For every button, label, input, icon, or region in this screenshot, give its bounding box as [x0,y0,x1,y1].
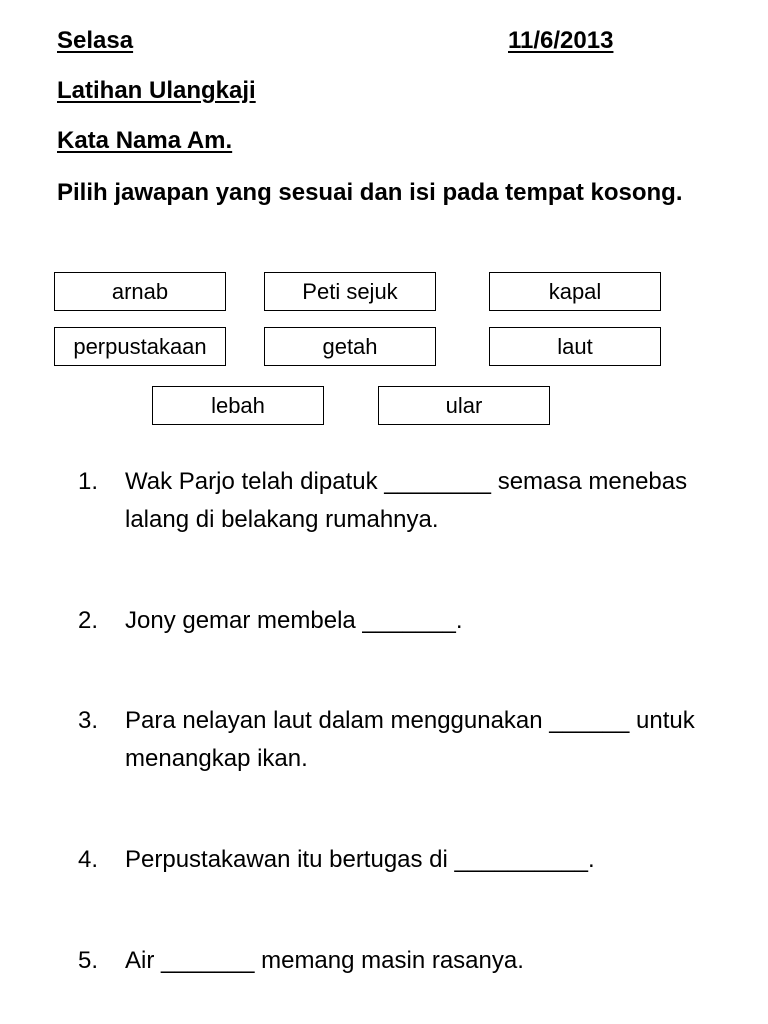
word-box: perpustakaan [54,327,226,366]
question-text: Air _______ memang masin rasanya. [125,947,524,974]
word-box: laut [489,327,661,366]
question-number: 1. [78,468,99,495]
word-box: lebah [152,386,324,425]
question-item [78,841,738,879]
question-item [78,463,738,539]
instruction-text: Pilih jawapan yang sesuai dan isi pada tempat kosong. [57,179,683,206]
day-label: Selasa [57,27,134,54]
word-box: ular [378,386,550,425]
question-number: 4. [78,846,99,873]
word-box: Peti sejuk [264,272,436,311]
word-box: getah [264,327,436,366]
question-number: 2. [78,607,99,634]
question-item [78,702,738,778]
question-item [78,942,738,980]
date-label: 11/6/2013 [508,27,614,54]
worksheet-subtitle: Kata Nama Am. [57,127,233,154]
question-number: 3. [78,707,99,734]
worksheet-title: Latihan Ulangkaji [57,77,256,104]
word-box: arnab [54,272,226,311]
question-number: 5. [78,947,99,974]
question-text: Jony gemar membela _______. [125,607,463,634]
question-text: Para nelayan laut dalam menggunakan ______ untuk menangkap ikan. [125,707,695,772]
word-box: kapal [489,272,661,311]
question-text: Wak Parjo telah dipatuk ________ semasa menebas lalang di belakang rumahnya. [125,468,688,533]
question-text: Perpustakawan itu bertugas di __________. [125,846,595,873]
question-item [78,602,738,640]
